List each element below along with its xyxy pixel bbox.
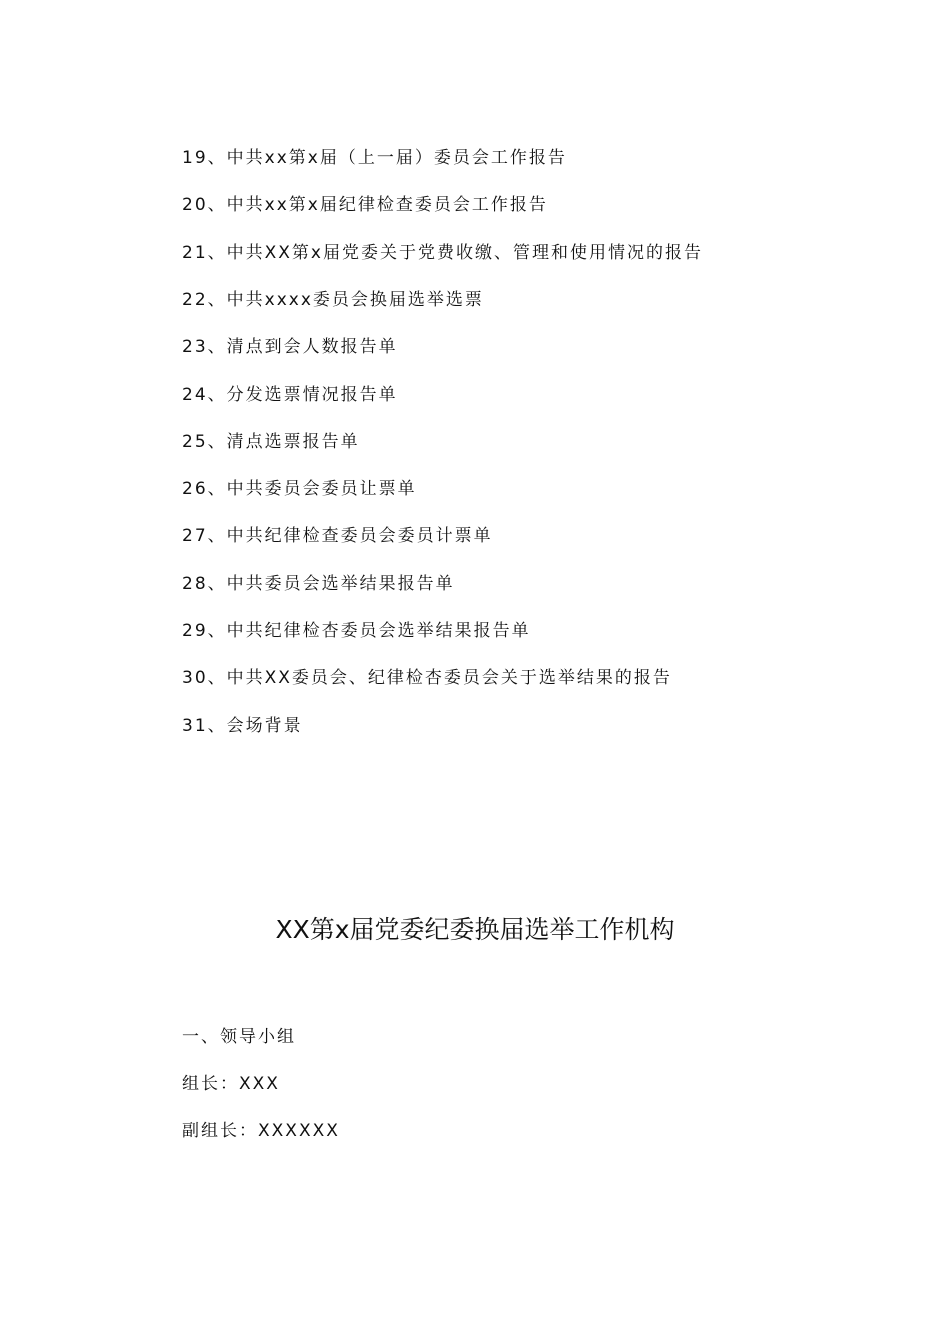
list-item: 23、清点到会人数报告单 xyxy=(182,337,398,358)
section-title: XX第x届党委纪委换届选举工作机构 xyxy=(275,915,675,944)
list-item: 25、清点选票报告单 xyxy=(182,431,360,452)
list-item: 30、中共XX委员会、纪律检杏委员会关于选举结果的报告 xyxy=(182,668,672,689)
list-item: 20、中共xx第x届纪律检查委员会工作报告 xyxy=(182,195,548,216)
list-item: 31、会场背景 xyxy=(182,715,303,736)
list-item: 24、分发选票情况报告单 xyxy=(182,384,398,405)
list-item: 21、中共XX第x届党委关于党费收缴、管理和使用情况的报告 xyxy=(182,242,703,263)
list-item: 28、中共委员会选举结果报告单 xyxy=(182,573,455,594)
group-heading: 一、领导小组 xyxy=(182,1027,296,1047)
list-item: 29、中共纪律检杏委员会选举结果报告单 xyxy=(182,621,531,641)
group-leader: 组长：XXX xyxy=(182,1074,280,1094)
list-item: 22、中共xxxx委员会换届选举选票 xyxy=(182,289,484,310)
list-item: 27、中共纪律检查委员会委员计票单 xyxy=(182,526,493,547)
list-item: 19、中共xx第x届（上一届）委员会工作报告 xyxy=(182,148,567,168)
list-item: 26、中共委员会委员让票单 xyxy=(182,479,417,500)
group-deputy-leader: 副组长：XXXXXX xyxy=(182,1121,340,1141)
